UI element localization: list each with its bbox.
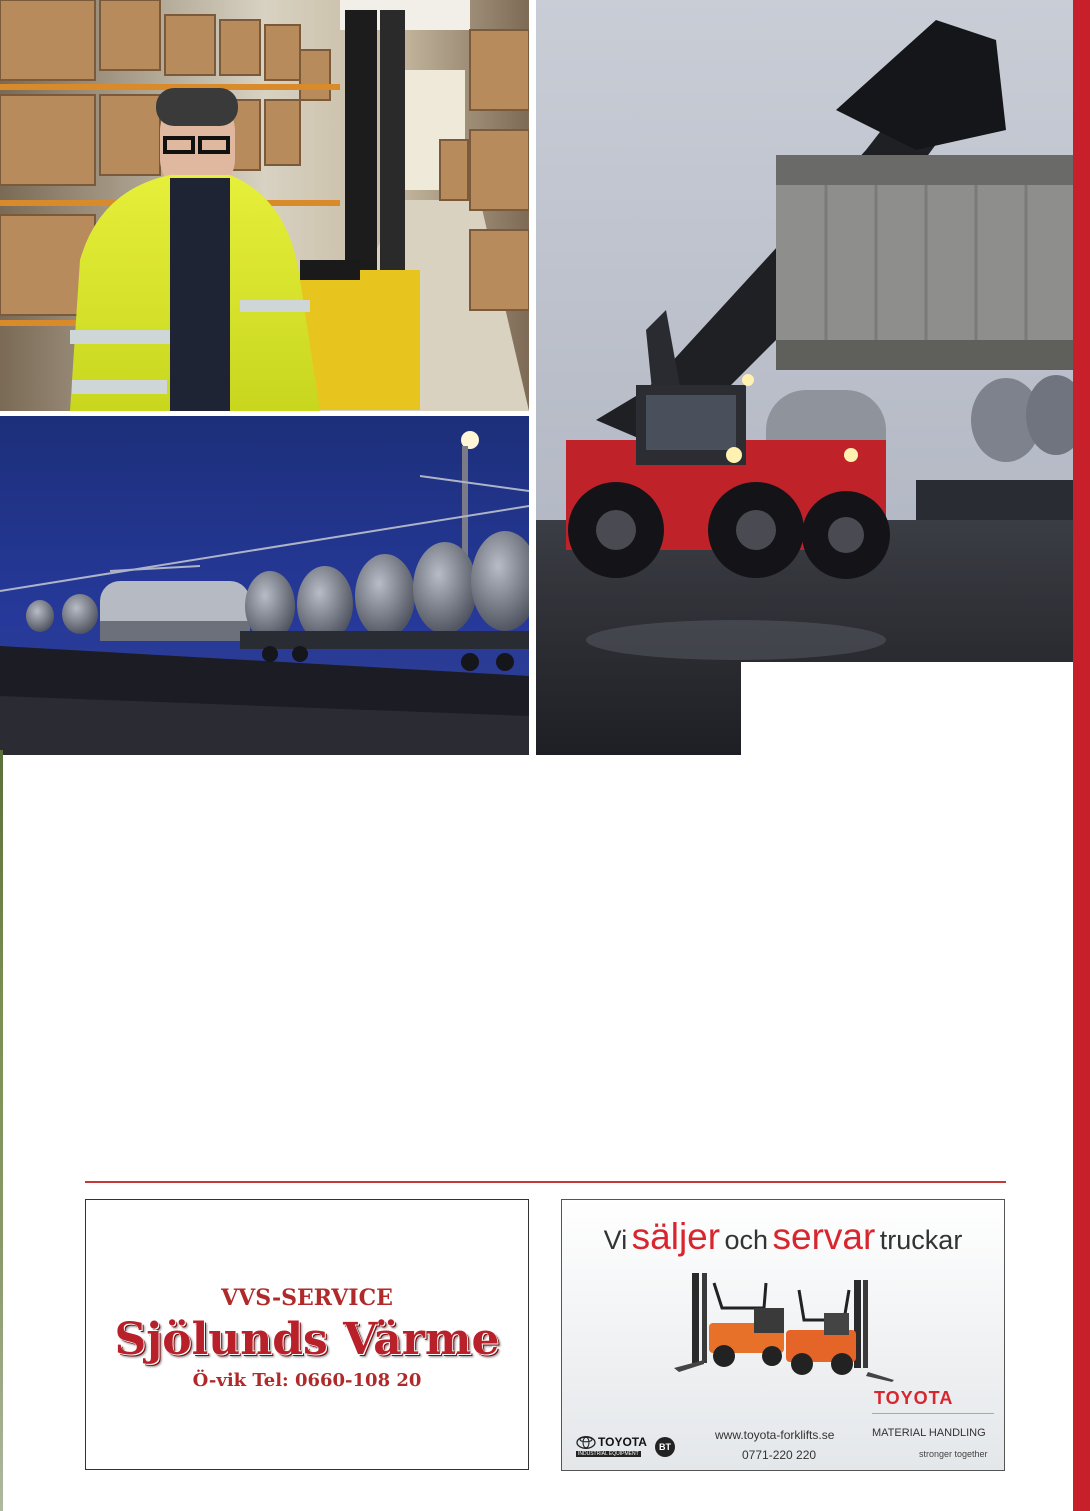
phone-number: 0771-220 220 (742, 1448, 817, 1462)
reachstacker-photo (536, 0, 1073, 755)
headline-truckar: truckar (879, 1225, 963, 1255)
ad-subtitle: VVS-SERVICE (221, 1285, 393, 1311)
warehouse-photo (0, 0, 529, 411)
page-edge-accent-bar (1073, 0, 1090, 1511)
toyota-emblem-icon (576, 1436, 596, 1449)
bt-logo-text: BT (659, 1442, 671, 1452)
ad-contact: Ö-vik Tel: 0660-108 20 (192, 1370, 422, 1391)
headline-vi: Vi (603, 1225, 628, 1255)
section-divider (85, 1181, 1006, 1183)
toyota-forklifts-ad[interactable] (561, 1199, 1005, 1471)
brand-divider (872, 1413, 994, 1414)
brand-subtitle: MATERIAL HANDLING (872, 1427, 986, 1439)
headline-och: och (724, 1225, 769, 1255)
ad-title: Sjölunds Värme (114, 1314, 500, 1365)
headline-saljer: säljer (631, 1216, 721, 1257)
brand-name: TOYOTA (874, 1388, 954, 1408)
page-edge-strip (0, 750, 3, 1511)
railcars-photo (0, 416, 529, 755)
ad-headline (562, 1216, 1004, 1258)
sjolunds-varme-ad[interactable] (85, 1199, 529, 1470)
brand-tagline: stronger together (919, 1449, 988, 1459)
website-link[interactable]: www.toyota-forklifts.se (715, 1428, 835, 1442)
toyota-logo-subtext: INDUSTRIAL EQUIPMENT (578, 1451, 639, 1457)
forklifts-illustration (674, 1268, 894, 1383)
toyota-logo-text: TOYOTA (598, 1435, 647, 1449)
bt-logo-icon (655, 1437, 675, 1457)
headline-servar: servar (772, 1216, 876, 1257)
